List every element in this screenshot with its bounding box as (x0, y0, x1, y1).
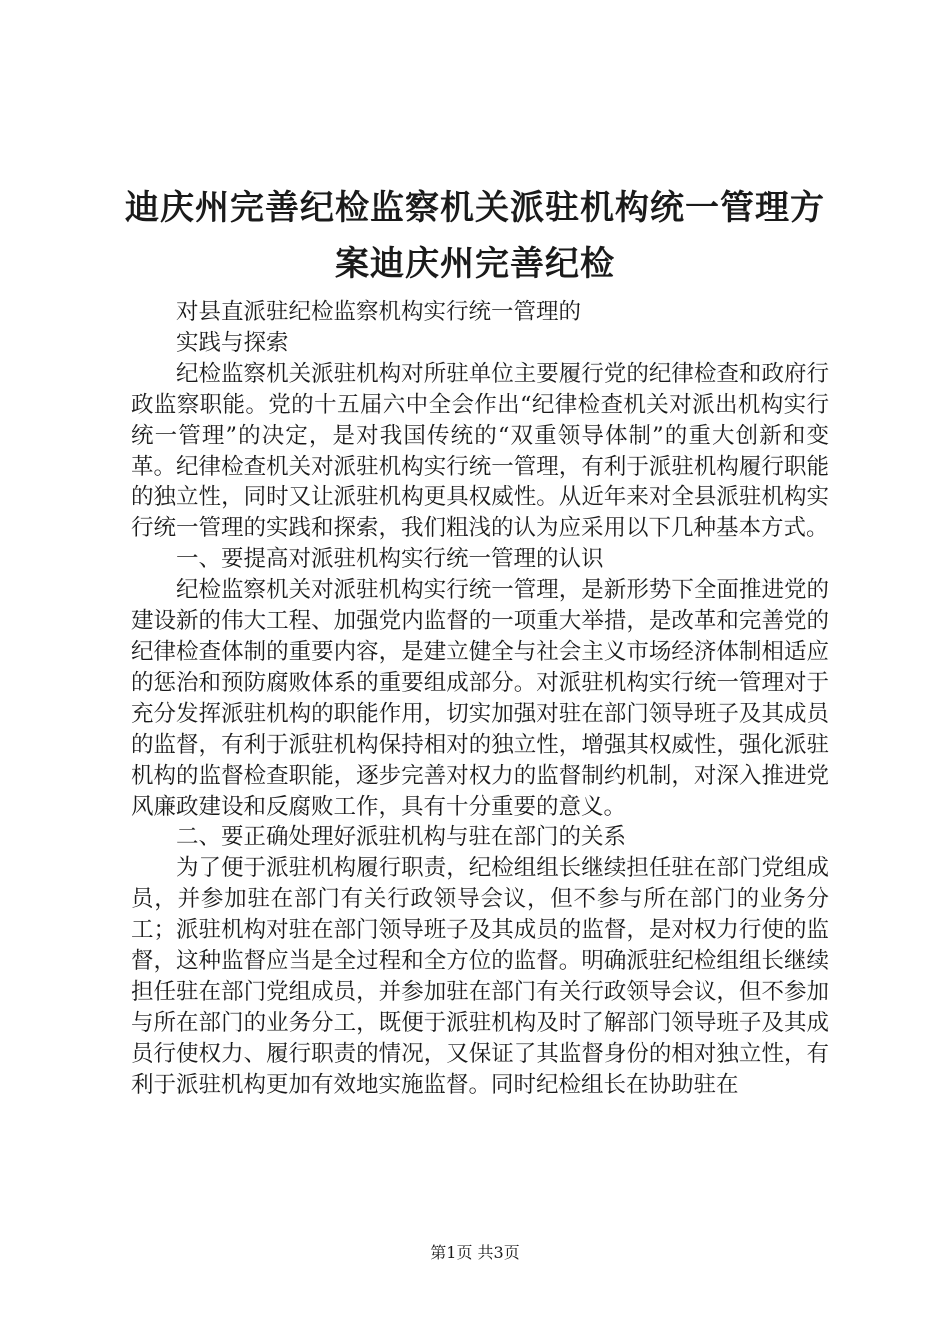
section-2-paragraph: 为了便于派驻机构履行职责，纪检组组长继续担任驻在部门党组成员，并参加驻在部门有关行政领导会议，但不参与所在部门的业务分工；派驻机构对驻在部门领导班子及其成员的监督，是对权力行使的监督，这种监督应当是全过程和全方位的监督。明确派驻纪检组组长继续担任驻在部门党组成员，并参加驻在部门有关行政领导会议，但不参加与所在部门的业务分工，既便于派驻机构及时了解部门领导班子及其成员行使权力、履行职责的情况，又保证了其监督身份的相对独立性，有利于派驻机构更加有效地实施监督。同时纪检组长在协助驻在 (131, 855, 829, 1098)
section-1-paragraph: 纪检监察机关对派驻机构实行统一管理，是新形势下全面推进党的建设新的伟大工程、加强党内监督的一项重大举措，是改革和完善党的纪律检查体制的重要内容，是建立健全与社会主义市场经济体制相适应的惩治和预防腐败体系的重要组成部分。对派驻机构实行统一管理对于充分发挥派驻机构的职能作用，切实加强对驻在部门领导班子及其成员的监督，有利于派驻机构保持相对的独立性，增强其权威性，强化派驻机构的监督检查职能，逐步完善对权力的监督制约机制，对深入推进党风廉政建设和反腐败工作，具有十分重要的意义。 (131, 577, 829, 820)
subtitle-line-1: 对县直派驻纪检监察机构实行统一管理的 (176, 299, 582, 325)
subtitle-line-2: 实践与探索 (176, 329, 289, 356)
document-title: 迪庆州完善纪检监察机关派驻机构统一管理方案迪庆州完善纪检 (125, 188, 825, 284)
section-heading-1: 一、要提高对派驻机构实行统一管理的认识 (176, 546, 604, 573)
page-footer: 第1页 共3页 (430, 1243, 520, 1262)
document-body (131, 297, 829, 1101)
intro-paragraph: 纪检监察机关派驻机构对所驻单位主要履行党的纪律检查和政府行政监察职能。党的十五届六中全会作出“纪律检查机关对派出机构实行统一管理”的决定，是对我国传统的“双重领导体制”的重大创新和变革。纪律检查机关对派驻机构实行统一管理，有利于派驻机构履行职能的独立性，同时又让派驻机构更具权威性。从近年来对全县派驻机构实行统一管理的实践和探索，我们粗浅的认为应采用以下几种基本方式。 (131, 360, 829, 542)
section-heading-2: 二、要正确处理好派驻机构与驻在部门的关系 (176, 824, 627, 851)
